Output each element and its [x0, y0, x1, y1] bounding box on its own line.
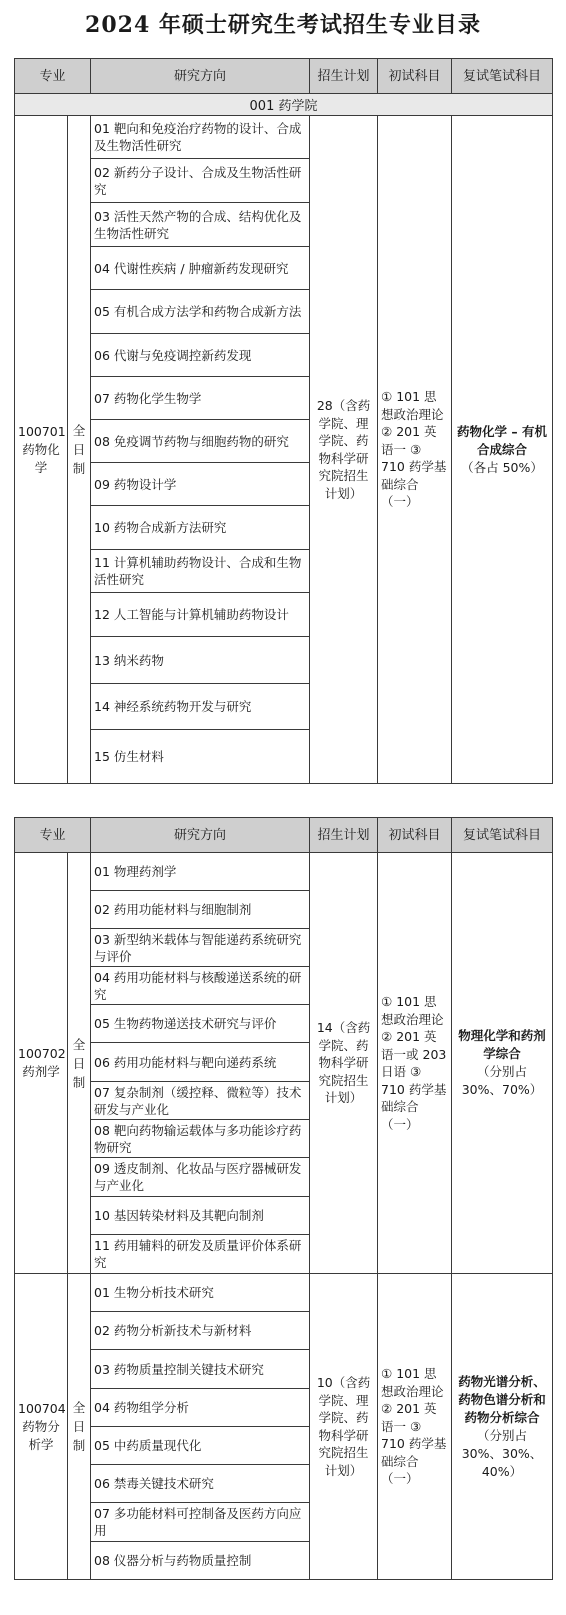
- research-direction: 15 仿生材料: [91, 730, 310, 784]
- research-direction: 13 纳米药物: [91, 637, 310, 684]
- study-mode: 全日制: [68, 853, 91, 1274]
- research-direction: 08 免疫调节药物与细胞药物的研究: [91, 420, 310, 463]
- study-mode: 全日制: [68, 116, 91, 784]
- research-direction: 03 活性天然产物的合成、结构优化及生物活性研究: [91, 203, 310, 247]
- research-direction: 02 药物分析新技术与新材料: [91, 1312, 310, 1350]
- retest-subject: [452, 1274, 553, 1580]
- retest-subject: [452, 116, 553, 784]
- research-direction: 03 新型纳米载体与智能递药系统研究与评价: [91, 929, 310, 967]
- research-direction: 05 中药质量现代化: [91, 1427, 310, 1465]
- research-direction: 07 药物化学生物学: [91, 377, 310, 420]
- enrollment-plan: 28（含药学院、理学院、药物科学研究院招生计划）: [310, 116, 378, 784]
- research-direction: 03 药物质量控制关键技术研究: [91, 1350, 310, 1389]
- research-direction: 04 药物组学分析: [91, 1389, 310, 1427]
- major-name: 100701 药物化学: [15, 116, 68, 784]
- research-direction: 07 多功能材料可控制备及医药方向应用: [91, 1503, 310, 1542]
- catalog-table-1: [14, 58, 553, 784]
- header-retest: 复试笔试科目: [452, 59, 553, 94]
- table-row: [15, 1274, 553, 1312]
- retest-subject-name: 物理化学和药剂学综合: [458, 1028, 546, 1061]
- research-direction: 01 靶向和免疫治疗药物的设计、合成及生物活性研究: [91, 116, 310, 159]
- enrollment-plan: 14（含药学院、药物科学研究院招生计划）: [310, 853, 378, 1274]
- research-direction: 08 靶向药物输运载体与多功能诊疗药物研究: [91, 1120, 310, 1158]
- catalog-table-2: [14, 817, 553, 1580]
- preliminary-exam: ① 101 思想政治理论 ② 201 英语一 ③ 710 药学基础综合（一）: [378, 1274, 452, 1580]
- research-direction: 06 代谢与免疫调控新药发现: [91, 334, 310, 377]
- header-plan: 招生计划: [310, 59, 378, 94]
- research-direction: 10 基因转染材料及其靶向制剂: [91, 1197, 310, 1235]
- research-direction: 11 药用辅料的研发及质量评价体系研究: [91, 1235, 310, 1274]
- research-direction: 04 药用功能材料与核酸递送系统的研究: [91, 967, 310, 1005]
- retest-ratio: （各占 50%）: [461, 459, 543, 475]
- table-header-row: [15, 818, 553, 853]
- research-direction: 05 生物药物递送技术研究与评价: [91, 1005, 310, 1043]
- research-direction: 06 药用功能材料与靶向递药系统: [91, 1043, 310, 1082]
- research-direction: 01 生物分析技术研究: [91, 1274, 310, 1312]
- research-direction: 09 药物设计学: [91, 463, 310, 506]
- header-direction: 研究方向: [91, 59, 310, 94]
- header-major: 专业: [15, 59, 91, 94]
- research-direction: 02 药用功能材料与细胞制剂: [91, 891, 310, 929]
- retest-subject-name: 药物光谱分析、药物色谱分析和药物分析综合: [458, 1373, 546, 1425]
- retest-ratio: （分别占 30%、30%、40%）: [461, 1427, 543, 1479]
- retest-subject: [452, 853, 553, 1274]
- college-name: 001 药学院: [15, 94, 553, 116]
- preliminary-exam: ① 101 思想政治理论 ② 201 英语一或 203 日语 ③ 710 药学基础综合（一）: [378, 853, 452, 1274]
- enrollment-plan: 10（含药学院、理学院、药物科学研究院招生计划）: [310, 1274, 378, 1580]
- research-direction: 01 物理药剂学: [91, 853, 310, 891]
- research-direction: 11 计算机辅助药物设计、合成和生物活性研究: [91, 550, 310, 593]
- research-direction: 06 禁毒关键技术研究: [91, 1465, 310, 1503]
- major-name: 100704 药物分析学: [15, 1274, 68, 1580]
- research-direction: 07 复杂制剂（缓控释、微粒等）技术研发与产业化: [91, 1082, 310, 1120]
- research-direction: 09 透皮制剂、化妆品与医疗器械研发与产业化: [91, 1158, 310, 1197]
- page-title: 2024 年硕士研究生考试招生专业目录: [85, 12, 481, 38]
- major-name: 100702 药剂学: [15, 853, 68, 1274]
- research-direction: 08 仪器分析与药物质量控制: [91, 1542, 310, 1580]
- header-exam: 初试科目: [378, 818, 452, 853]
- research-direction: 14 神经系统药物开发与研究: [91, 684, 310, 730]
- header-direction: 研究方向: [91, 818, 310, 853]
- table-header-row: [15, 59, 553, 94]
- research-direction: 10 药物合成新方法研究: [91, 506, 310, 550]
- research-direction: 05 有机合成方法学和药物合成新方法: [91, 290, 310, 334]
- header-major: 专业: [15, 818, 91, 853]
- research-direction: 02 新药分子设计、合成及生物活性研究: [91, 159, 310, 203]
- research-direction: 04 代谢性疾病 / 肿瘤新药发现研究: [91, 247, 310, 290]
- college-row: [15, 94, 553, 116]
- study-mode: 全日制: [68, 1274, 91, 1580]
- header-exam: 初试科目: [378, 59, 452, 94]
- header-retest: 复试笔试科目: [452, 818, 553, 853]
- table-row: [15, 853, 553, 891]
- header-plan: 招生计划: [310, 818, 378, 853]
- research-direction: 12 人工智能与计算机辅助药物设计: [91, 593, 310, 637]
- retest-ratio: （分别占 30%、70%）: [461, 1064, 543, 1097]
- table-row: [15, 116, 553, 159]
- preliminary-exam: ① 101 思想政治理论 ② 201 英语一 ③ 710 药学基础综合（一）: [378, 116, 452, 784]
- retest-subject-name: 药物化学 – 有机合成综合: [457, 423, 547, 457]
